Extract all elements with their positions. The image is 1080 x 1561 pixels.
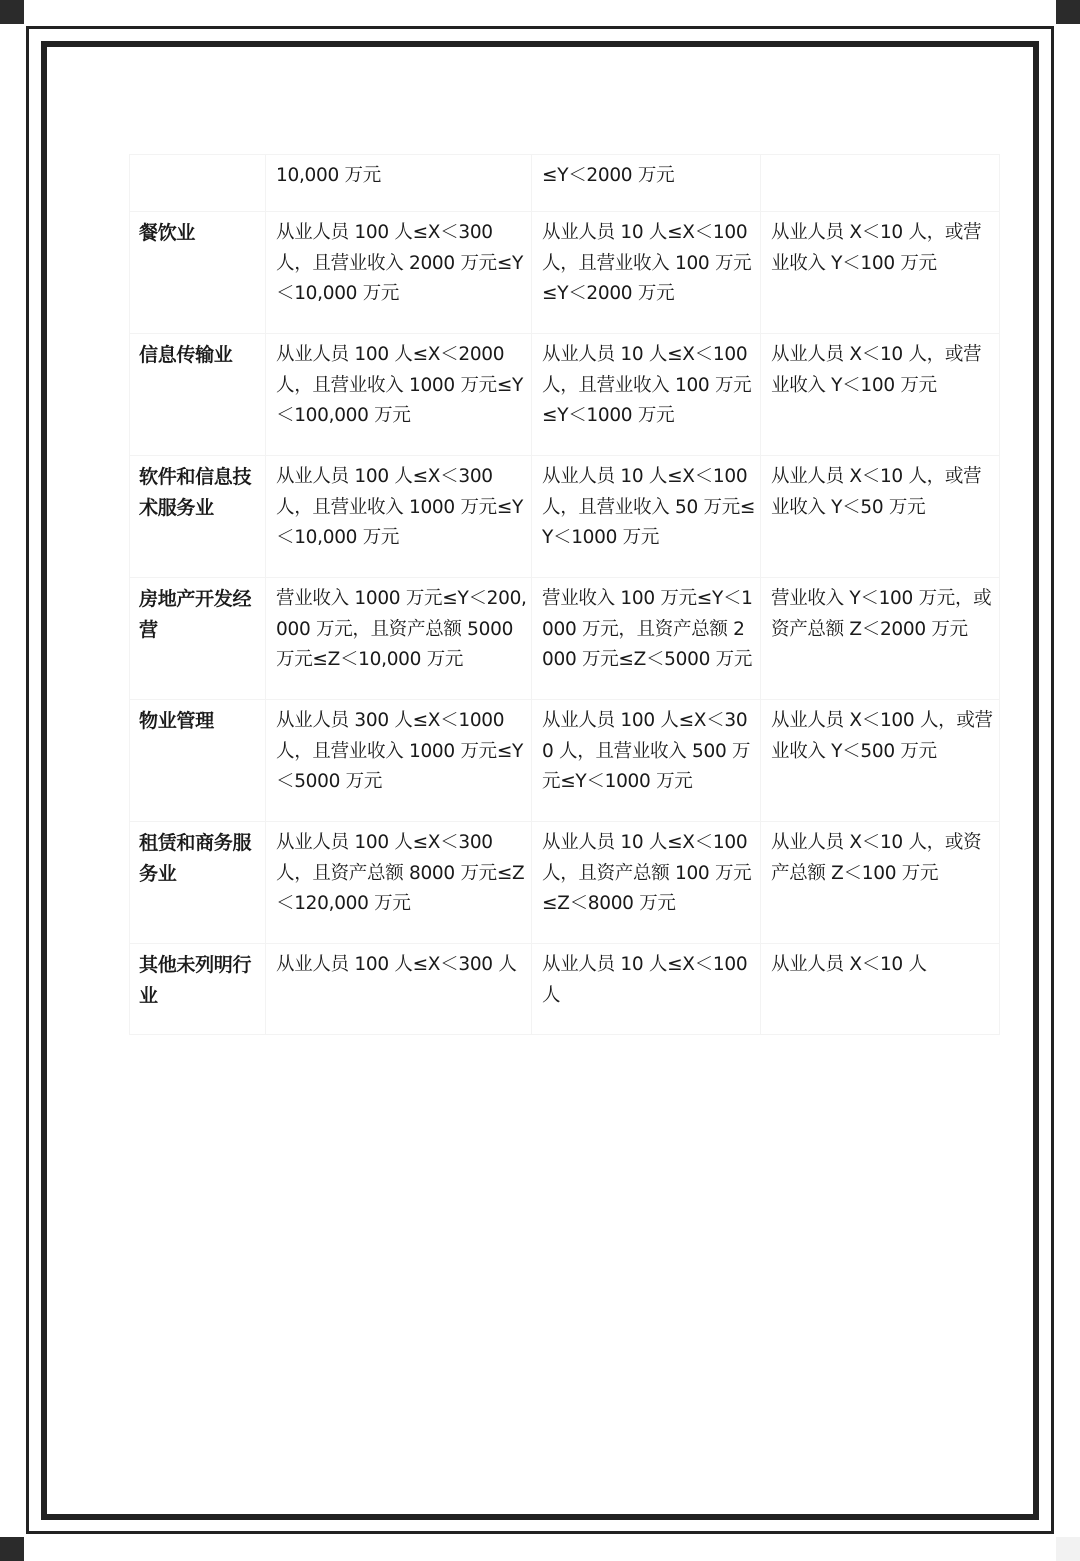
micro-criteria-cell: 从业人员 X＜10 人，或营业收入 Y＜100 万元 (761, 334, 1000, 456)
micro-criteria-cell: 营业收入 Y＜100 万元，或资产总额 Z＜2000 万元 (761, 578, 1000, 700)
industry-cell: 信息传输业 (130, 334, 266, 456)
small-criteria-cell: 营业收入 100 万元≤Y＜1000 万元，且资产总额 2000 万元≤Z＜5000 万元 (532, 578, 761, 700)
industry-cell: 物业管理 (130, 700, 266, 822)
small-criteria-cell: 从业人员 10 人≤X＜100 人，且资产总额 100 万元≤Z＜8000 万元 (532, 822, 761, 944)
corner-mark-bottom-left (0, 1537, 24, 1561)
industry-cell: 其他未列明行业 (130, 944, 266, 1035)
industry-cell: 软件和信息技术服务业 (130, 456, 266, 578)
table-row (130, 944, 1000, 1035)
small-criteria-cell: 从业人员 10 人≤X＜100 人，且营业收入 100 万元≤Y＜2000 万元 (532, 212, 761, 334)
medium-criteria-cell: 从业人员 100 人≤X＜300 人，且资产总额 8000 万元≤Z＜120,000 万元 (266, 822, 532, 944)
industry-cell: 租赁和商务服务业 (130, 822, 266, 944)
micro-criteria-cell: 从业人员 X＜10 人，或资产总额 Z＜100 万元 (761, 822, 1000, 944)
medium-criteria-cell: 从业人员 300 人≤X＜1000 人，且营业收入 1000 万元≤Y＜5000 万元 (266, 700, 532, 822)
medium-criteria-cell: 从业人员 100 人≤X＜300 人，且营业收入 2000 万元≤Y＜10,000 万元 (266, 212, 532, 334)
industry-cell: 房地产开发经营 (130, 578, 266, 700)
small-criteria-cell: 从业人员 10 人≤X＜100 人 (532, 944, 761, 1035)
table-row (130, 212, 1000, 334)
table-row (130, 456, 1000, 578)
industry-cell (130, 155, 266, 212)
small-criteria-cell: 从业人员 10 人≤X＜100 人，且营业收入 100 万元≤Y＜1000 万元 (532, 334, 761, 456)
table-row (130, 822, 1000, 944)
medium-criteria-cell: 营业收入 1000 万元≤Y＜200,000 万元，且资产总额 5000 万元≤Z＜10,000 万元 (266, 578, 532, 700)
table-row (130, 334, 1000, 456)
medium-criteria-cell: 从业人员 100 人≤X＜2000 人，且营业收入 1000 万元≤Y＜100,000 万元 (266, 334, 532, 456)
table-row (130, 700, 1000, 822)
corner-mark-top-right (1056, 0, 1080, 24)
industry-cell: 餐饮业 (130, 212, 266, 334)
corner-mark-top-left (0, 0, 24, 24)
small-criteria-cell: 从业人员 10 人≤X＜100 人，且营业收入 50 万元≤Y＜1000 万元 (532, 456, 761, 578)
small-criteria-cell: ≤Y＜2000 万元 (532, 155, 761, 212)
small-criteria-cell: 从业人员 100 人≤X＜300 人，且营业收入 500 万元≤Y＜1000 万元 (532, 700, 761, 822)
medium-criteria-cell: 10,000 万元 (266, 155, 532, 212)
enterprise-size-table (129, 154, 1000, 1035)
micro-criteria-cell: 从业人员 X＜10 人 (761, 944, 1000, 1035)
medium-criteria-cell: 从业人员 100 人≤X＜300 人，且营业收入 1000 万元≤Y＜10,000 万元 (266, 456, 532, 578)
micro-criteria-cell (761, 155, 1000, 212)
corner-mark-bottom-right (1056, 1537, 1080, 1561)
micro-criteria-cell: 从业人员 X＜100 人，或营业收入 Y＜500 万元 (761, 700, 1000, 822)
micro-criteria-cell: 从业人员 X＜10 人，或营业收入 Y＜100 万元 (761, 212, 1000, 334)
table-row (130, 578, 1000, 700)
table-row (130, 155, 1000, 212)
medium-criteria-cell: 从业人员 100 人≤X＜300 人 (266, 944, 532, 1035)
micro-criteria-cell: 从业人员 X＜10 人，或营业收入 Y＜50 万元 (761, 456, 1000, 578)
